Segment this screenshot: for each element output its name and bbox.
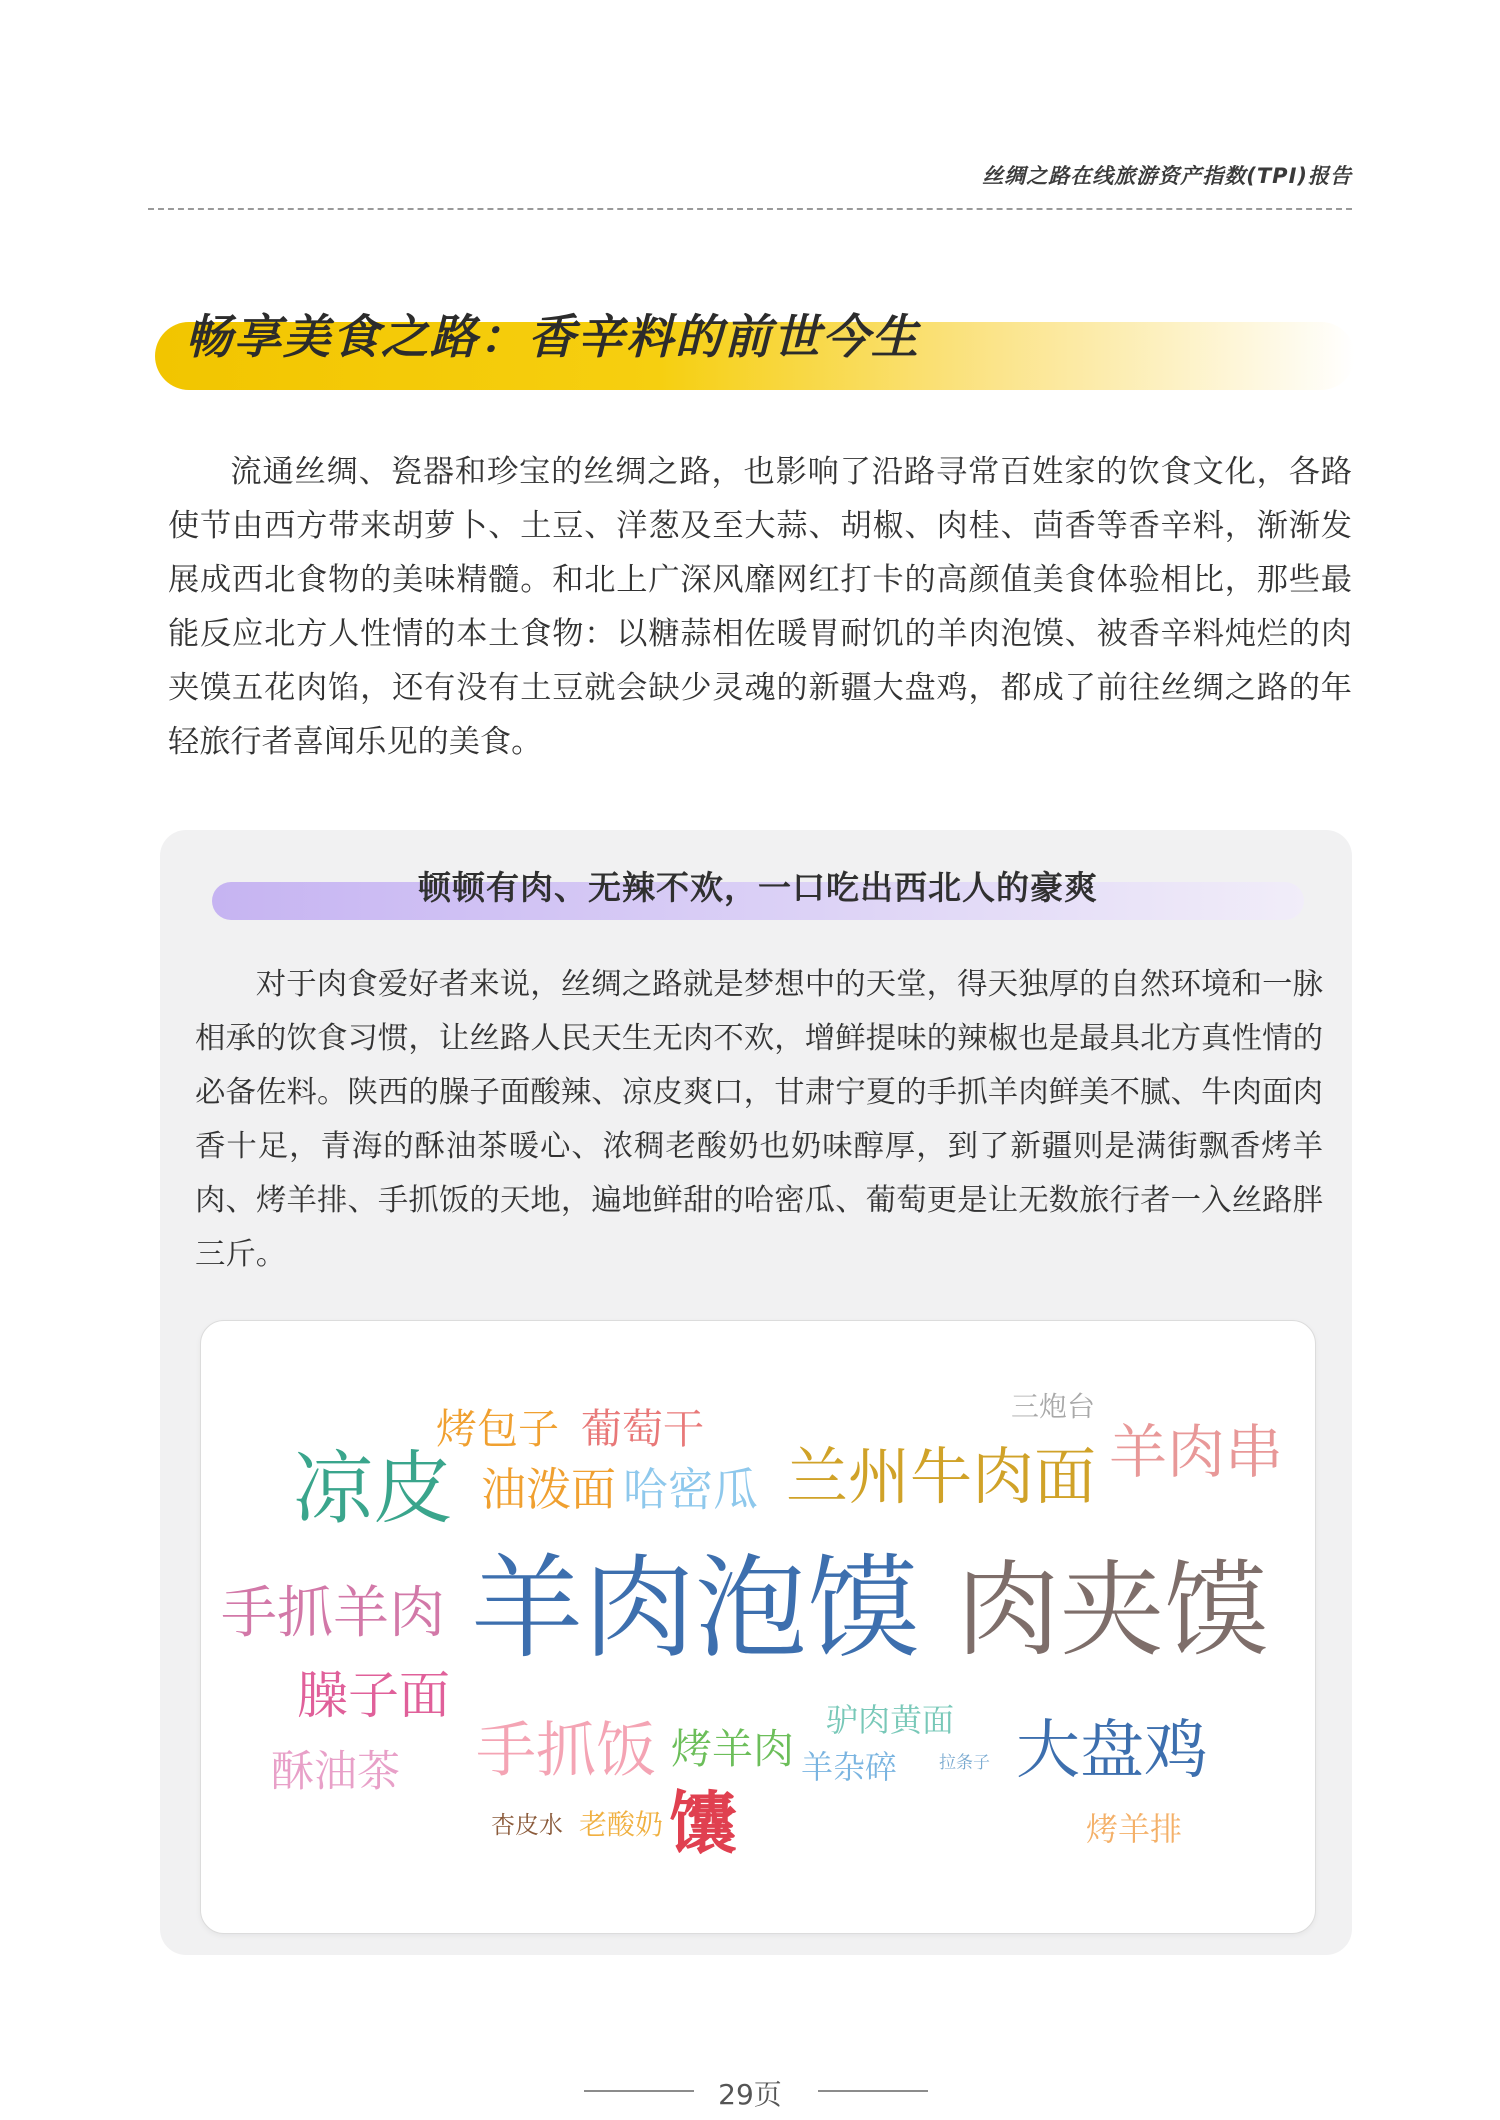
card-paragraph [195, 958, 1323, 1282]
word-cloud-word: 羊杂碎 [801, 1748, 898, 1786]
card-title: 顿顿有肉、无辣不欢，一口吃出西北人的豪爽 [418, 868, 1098, 907]
word-cloud-word: 肉夹馍 [956, 1549, 1269, 1671]
intro-paragraph [168, 445, 1352, 769]
intro-text: 流通丝绸、瓷器和珍宝的丝绸之路，也影响了沿路寻常百姓家的饮食文化，各路使节由西方带来胡萝卜、土豆、洋葱及至大蒜、胡椒、肉桂、茴香等香辛料，渐渐发展成西北食物的美味精髓。和北上广深风靡网红打卡的高颜值美食体验相比，那些最能反应北方人性情的本土食物：以糖蒜相佐暖胃耐饥的羊肉泡馍、被香辛料炖烂的肉夹馍五花肉馅，还有没有土豆就会缺少灵魂的新疆大盘鸡，都成了前往丝绸之路的年轻旅行者喜闻乐见的美食。 [168, 454, 1352, 760]
word-cloud-word: 羊肉串 [1109, 1418, 1284, 1486]
word-cloud-word: 羊肉泡馍 [471, 1544, 919, 1674]
food-word-cloud [200, 1320, 1316, 1934]
word-cloud-word: 手抓饭 [476, 1716, 656, 1786]
header-divider [148, 208, 1352, 210]
word-cloud-word: 驴肉黄面 [826, 1701, 955, 1739]
word-cloud-word: 葡萄干 [581, 1405, 704, 1453]
card-text: 对于肉食爱好者来说，丝绸之路就是梦想中的天堂，得天独厚的自然环境和一脉相承的饮食习惯，让丝路人民天生无肉不欢，增鲜提味的辣椒也是最具北方真性情的必备佐料。陕西的臊子面酸辣、凉皮爽口，甘肃宁夏的手抓羊肉鲜美不腻、牛肉面肉香十足，青海的酥油茶暖心、浓稠老酸奶也奶味醇厚，到了新疆则是满街飘香烤羊肉、烤羊排、手抓饭的天地，遍地鲜甜的哈密瓜、葡萄更是让无数旅行者一入丝路胖三斤。 [195, 967, 1323, 1272]
word-cloud-word: 老酸奶 [579, 1808, 664, 1841]
word-cloud-word: 哈密瓜 [623, 1463, 759, 1516]
word-cloud-word: 凉皮 [293, 1442, 453, 1535]
word-cloud-word: 三炮台 [1011, 1390, 1096, 1423]
footer-divider-left [584, 2090, 694, 2092]
word-cloud-word: 馕 [669, 1785, 738, 1864]
word-cloud-word: 拉条子 [939, 1753, 990, 1773]
word-cloud-word: 大盘鸡 [1016, 1714, 1208, 1788]
word-cloud-word: 烤羊排 [1086, 1810, 1183, 1848]
section-title: 畅享美食之路：香辛料的前世今生 [185, 310, 920, 365]
word-cloud-word: 烤包子 [436, 1405, 559, 1453]
word-cloud-word: 烤羊肉 [671, 1725, 794, 1773]
page-number: 29页 [718, 2078, 782, 2111]
report-title: 丝绸之路在线旅游资产指数(TPI)报告 [982, 164, 1352, 188]
word-cloud-word: 杏皮水 [491, 1811, 563, 1839]
word-cloud-word: 臊子面 [297, 1667, 451, 1726]
word-cloud-word: 油泼面 [481, 1463, 617, 1516]
word-cloud-word: 兰州牛肉面 [786, 1440, 1097, 1513]
word-cloud-word: 酥油茶 [271, 1747, 400, 1797]
footer-divider-right [818, 2090, 928, 2092]
word-cloud-word: 手抓羊肉 [221, 1581, 445, 1646]
